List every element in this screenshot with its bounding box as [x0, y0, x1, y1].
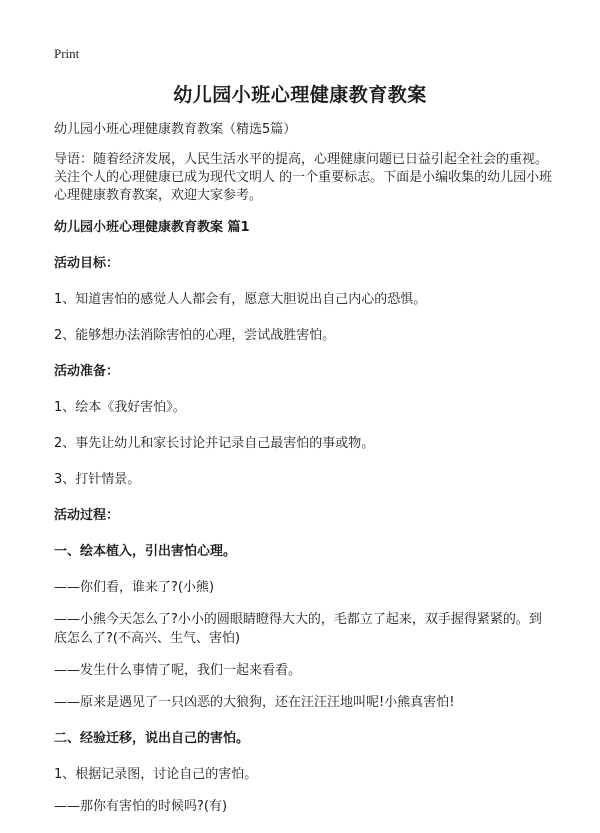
document-title: 幼儿园小班心理健康教育教案: [173, 84, 427, 106]
prep-item: 2、事先让幼儿和家长讨论并记录自己最害怕的事或物。: [54, 436, 375, 451]
part1-line: ——发生什么事情了呢，我们一起来看看。: [54, 663, 302, 678]
prep-heading: 活动准备：: [54, 364, 120, 379]
prep-item: 3、打针情景。: [54, 472, 141, 487]
part1-heading: 一、绘本植入，引出害怕心理。: [54, 544, 237, 559]
part1-line: ——小熊今天怎么了?小小的圆眼睛瞪得大大的，毛都立了起来，双手握得紧紧的。到底怎么了?(不高兴、生气、害怕): [54, 612, 542, 646]
process-heading: 活动过程：: [54, 508, 120, 523]
part2-heading: 二、经验迁移，说出自己的害怕。: [54, 731, 250, 746]
prep-item: 1、绘本《我好害怕》。: [54, 400, 186, 415]
goal-item: 2、能够想办法消除害怕的心理，尝试战胜害怕。: [54, 328, 336, 343]
part1-line: ——原来是遇见了一只凶恶的大狼狗，还在汪汪汪地叫呢!小熊真害怕!: [54, 695, 455, 710]
part2-line: 1、根据记录图，讨论自己的害怕。: [54, 767, 258, 782]
intro-paragraph: 导语：随着经济发展，人民生活水平的提高，心理健康问题已日益引起全社会的重视。关注个人的心理健康已成为现代文明人 的一个重要标志。下面是小编收集的幼儿园小班心理健康教育教案，欢迎大家参考。: [54, 152, 553, 203]
part1-line: ——你们看，谁来了?(小熊): [54, 580, 215, 595]
part2-line: ——那你有害怕的时候吗?(有): [54, 799, 228, 814]
section-title: 幼儿园小班心理健康教育教案 篇1: [54, 220, 250, 235]
goal-item: 1、知道害怕的感觉人人都会有，愿意大胆说出自己内心的恐惧。: [54, 292, 427, 307]
document-body: [54, 120, 554, 833]
subtitle: 幼儿园小班心理健康教育教案（精选5篇）: [54, 122, 297, 137]
print-label[interactable]: Print: [54, 46, 80, 61]
goals-heading: 活动目标：: [54, 256, 120, 271]
